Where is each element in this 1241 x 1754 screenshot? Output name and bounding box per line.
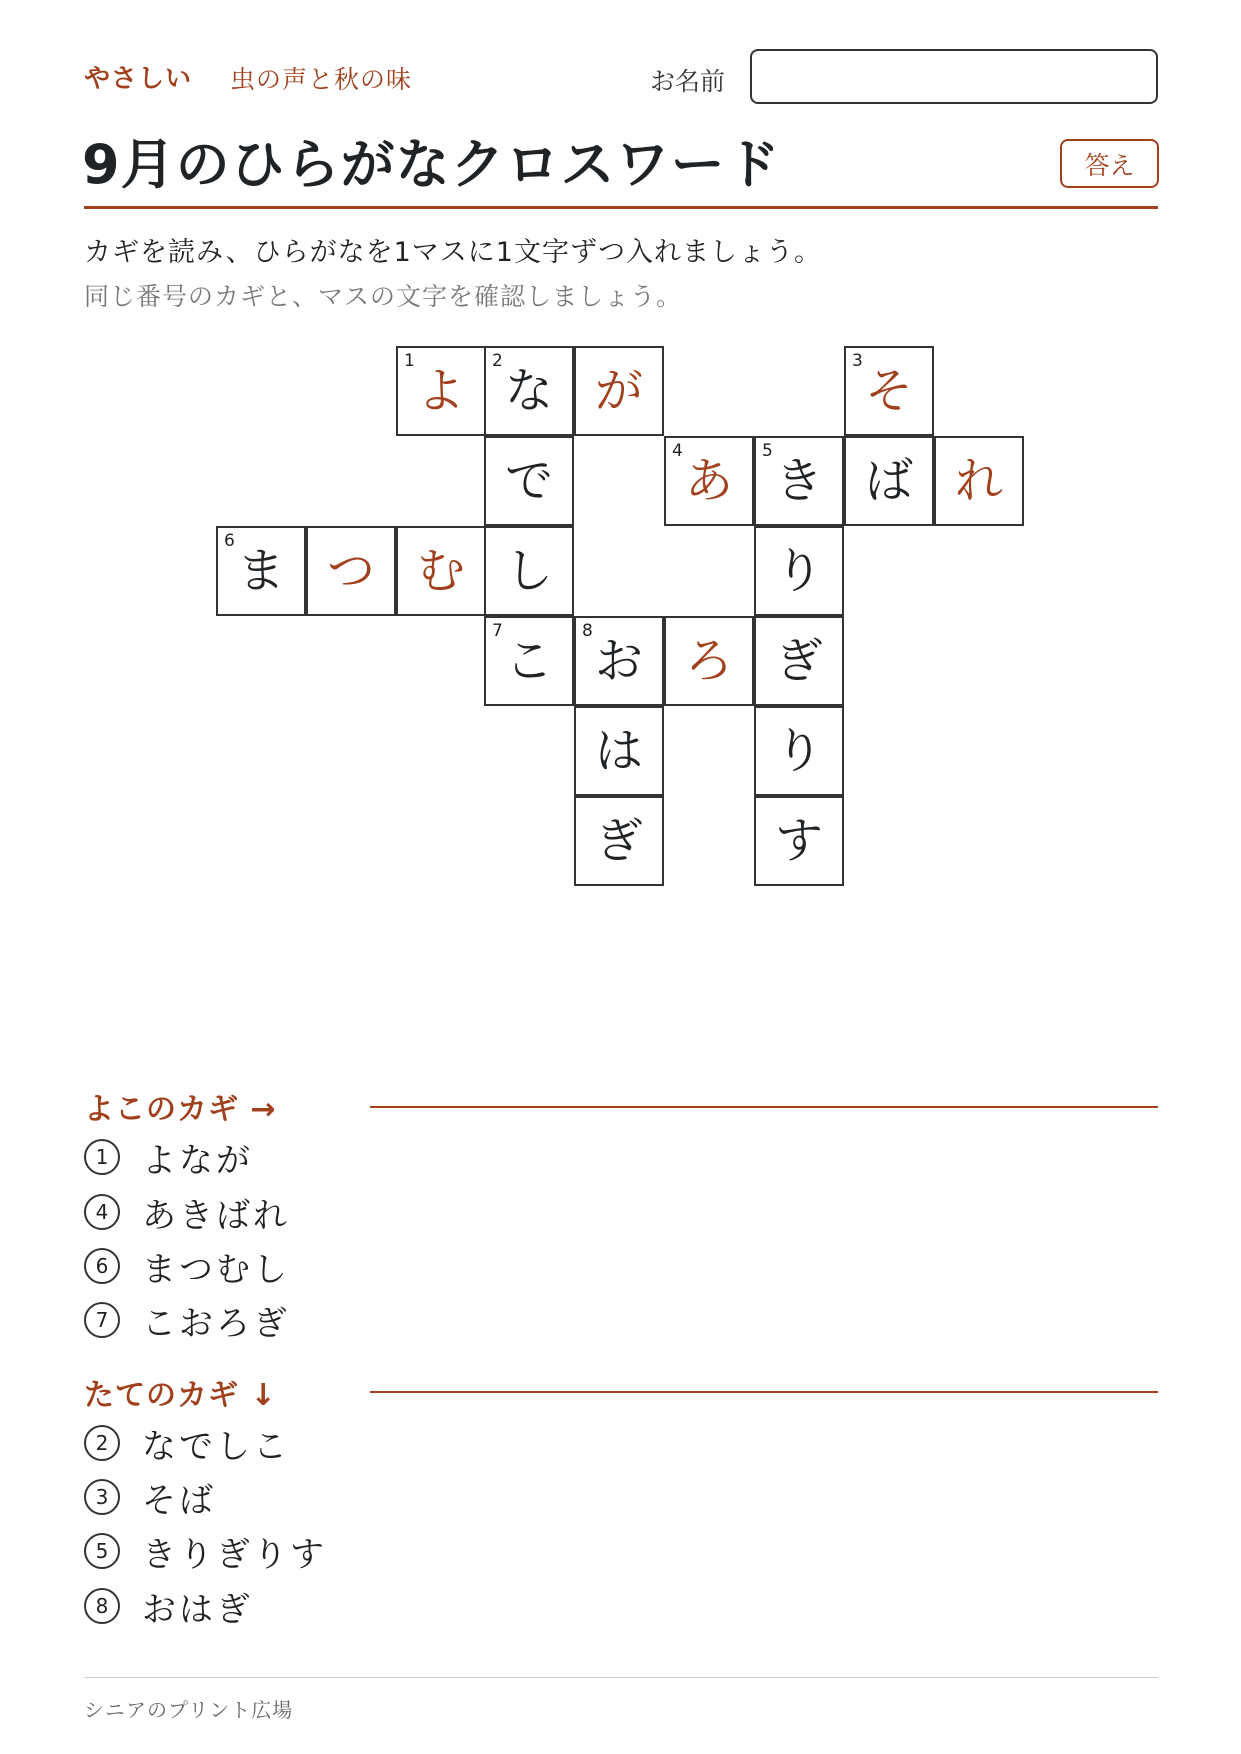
- cell-letter: で: [504, 453, 553, 509]
- cell-number: 8: [582, 621, 593, 641]
- clue-number: 4: [84, 1194, 120, 1230]
- cell-letter: り: [774, 723, 823, 779]
- cell-letter: が: [594, 363, 643, 419]
- grid-cell[interactable]: [484, 346, 574, 436]
- footer-divider: [84, 1677, 1158, 1678]
- grid-cell[interactable]: [396, 526, 486, 616]
- answer-button[interactable]: 答え: [1060, 139, 1159, 188]
- clue-word: まつむし: [142, 1249, 290, 1290]
- cell-letter: こ: [504, 633, 553, 689]
- cell-letter: ろ: [684, 633, 733, 689]
- clue-word: あきばれ: [142, 1195, 290, 1236]
- cell-letter: り: [774, 543, 823, 599]
- cell-letter: つ: [326, 543, 375, 599]
- clue-word: こおろぎ: [142, 1303, 290, 1344]
- clue-item: [84, 1298, 290, 1342]
- grid-cell[interactable]: [484, 526, 574, 616]
- clue-number: 6: [84, 1248, 120, 1284]
- clue-item: [84, 1584, 253, 1628]
- cell-number: 4: [672, 441, 683, 461]
- cell-letter: す: [774, 813, 823, 869]
- cell-letter: お: [594, 633, 643, 689]
- grid-cell[interactable]: [664, 436, 754, 526]
- clue-number: 5: [84, 1533, 120, 1569]
- name-label: お名前: [650, 67, 726, 96]
- clue-number: 1: [84, 1139, 120, 1175]
- clue-item: [84, 1421, 290, 1465]
- cell-letter: あ: [684, 453, 733, 509]
- instruction-sub: 同じ番号のカギと、マスの文字を確認しましょう。: [84, 282, 683, 311]
- grid-cell[interactable]: [574, 706, 664, 796]
- down-clues-title: たてのカギ ↓: [84, 1378, 277, 1413]
- clue-word: なでしこ: [142, 1426, 290, 1467]
- cell-letter: き: [774, 453, 823, 509]
- cell-number: 1: [404, 351, 415, 371]
- clue-number: 8: [84, 1588, 120, 1624]
- grid-cell[interactable]: [396, 346, 486, 436]
- clue-item: [84, 1135, 253, 1179]
- clue-number: 2: [84, 1425, 120, 1461]
- grid-cell[interactable]: [844, 436, 934, 526]
- level-label: やさしい: [84, 64, 193, 94]
- across-clues-divider: [370, 1106, 1158, 1108]
- name-input[interactable]: [750, 49, 1158, 104]
- grid-cell[interactable]: [664, 616, 754, 706]
- cell-number: 6: [224, 531, 235, 551]
- grid-cell[interactable]: [754, 436, 844, 526]
- page-title: 9月のひらがなクロスワード: [82, 133, 781, 196]
- cell-letter: ぎ: [774, 633, 823, 689]
- grid-cell[interactable]: [574, 796, 664, 886]
- cell-letter: そ: [864, 363, 913, 419]
- cell-number: 7: [492, 621, 503, 641]
- cell-letter: し: [504, 543, 553, 599]
- grid-cell[interactable]: [754, 796, 844, 886]
- cell-letter: ば: [864, 453, 913, 509]
- cell-letter: な: [504, 363, 553, 419]
- grid-cell[interactable]: [574, 616, 664, 706]
- footer-text: シニアのプリント広場: [84, 1698, 294, 1722]
- cell-number: 2: [492, 351, 503, 371]
- title-divider: [84, 206, 1158, 209]
- across-clues-title: よこのカギ →: [84, 1092, 277, 1127]
- grid-cell[interactable]: [306, 526, 396, 616]
- cell-letter: む: [416, 543, 465, 599]
- clue-item: [84, 1475, 216, 1519]
- clue-word: おはぎ: [142, 1589, 253, 1630]
- cell-number: 5: [762, 441, 773, 461]
- clue-number: 7: [84, 1302, 120, 1338]
- grid-cell[interactable]: [484, 616, 574, 706]
- clue-word: そば: [142, 1480, 216, 1521]
- grid-cell[interactable]: [216, 526, 306, 616]
- grid-cell[interactable]: [844, 346, 934, 436]
- cell-number: 3: [852, 351, 863, 371]
- cell-letter: ま: [236, 543, 285, 599]
- clue-item: [84, 1529, 327, 1573]
- grid-cell[interactable]: [754, 706, 844, 796]
- grid-cell[interactable]: [574, 346, 664, 436]
- clue-item: [84, 1244, 290, 1288]
- down-clues-divider: [370, 1391, 1158, 1393]
- cell-letter: ぎ: [594, 813, 643, 869]
- cell-letter: は: [594, 723, 643, 779]
- clue-number: 3: [84, 1479, 120, 1515]
- clue-word: よなが: [142, 1140, 253, 1181]
- clue-word: きりぎりす: [142, 1534, 327, 1575]
- theme-label: 虫の声と秋の味: [230, 65, 413, 94]
- grid-cell[interactable]: [484, 436, 574, 526]
- cell-letter: れ: [954, 453, 1003, 509]
- grid-cell[interactable]: [754, 526, 844, 616]
- grid-cell[interactable]: [754, 616, 844, 706]
- clue-item: [84, 1190, 290, 1234]
- instruction-main: カギを読み、ひらがなを1マスに1文字ずつ入れましょう。: [84, 237, 822, 268]
- grid-cell[interactable]: [934, 436, 1024, 526]
- cell-letter: よ: [416, 363, 465, 419]
